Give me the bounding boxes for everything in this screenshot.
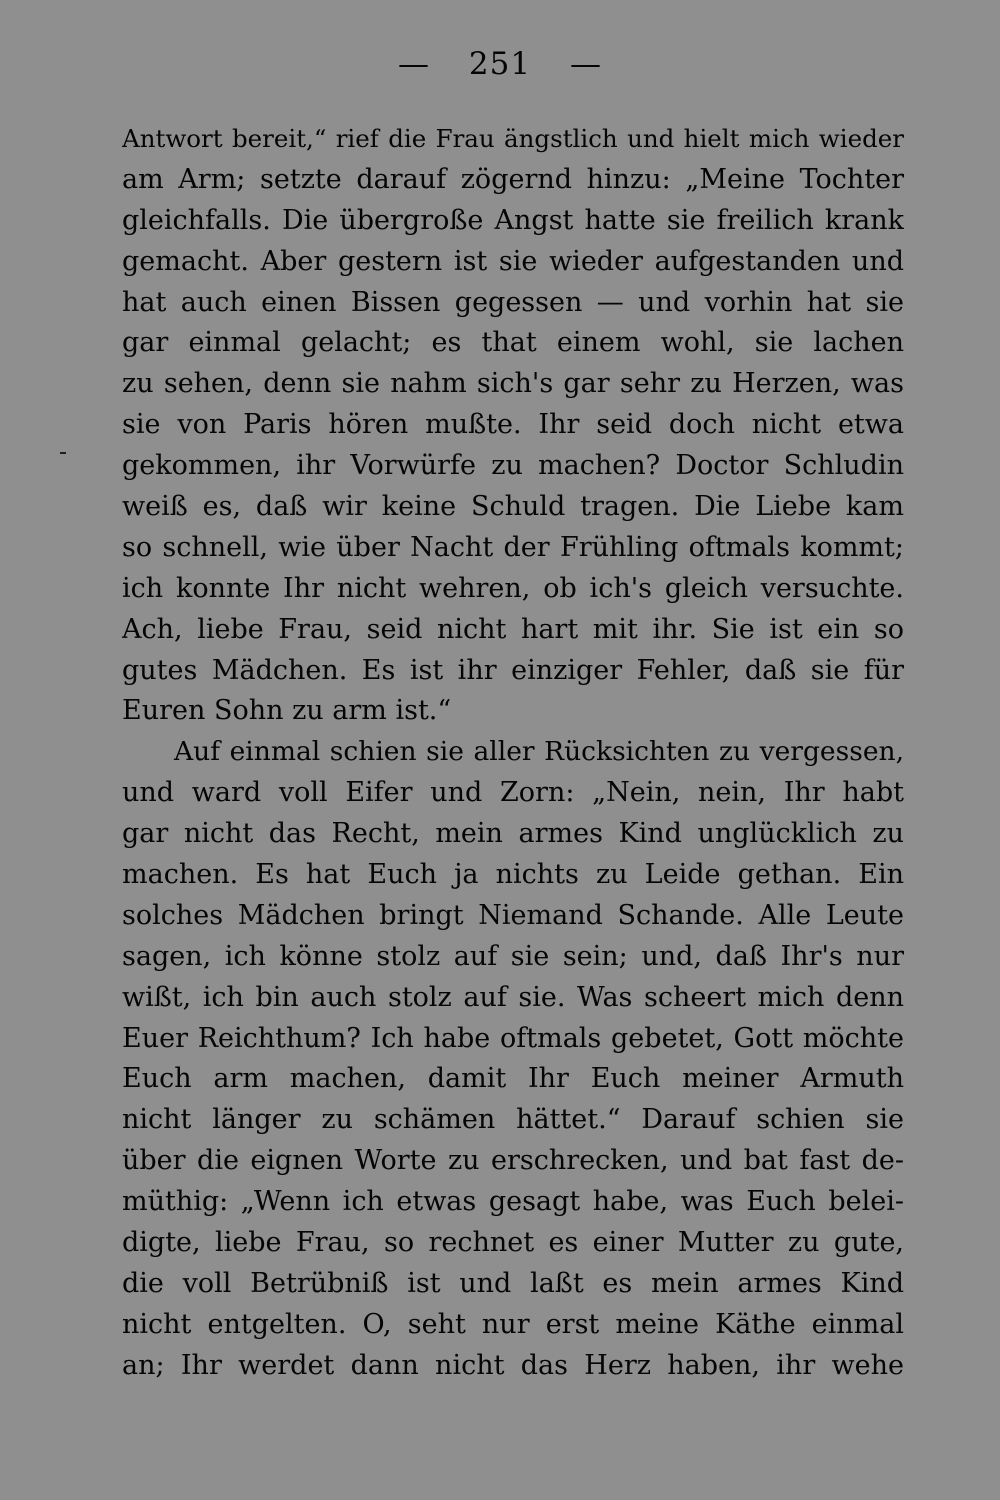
header-dash-right: — [569,46,602,82]
text-line: machen. Es hat Euch ja nichts zu Leide gethan. Ein [122,859,904,891]
text-line: nicht entgelten. O, seht nur erst meine Käthe einmal [122,1308,904,1340]
text-line: Euch arm machen, damit Ihr Euch meiner Armuth [122,1063,904,1095]
text-line: am Arm; setzte darauf zögernd hinzu: „Meine Tochter [122,163,904,195]
text-line: die voll Betrübniß ist und laßt es mein armes Kind [122,1267,904,1299]
text-line: an; Ihr werdet dann nicht das Herz haben, ihr wehe [122,1349,904,1381]
text-line: gutes Mädchen. Es ist ihr einziger Fehler, daß sie für [122,654,904,686]
text-line: Euren Sohn zu arm ist.“ [122,695,452,727]
text-line: Euer Reichthum? Ich habe oftmals gebetet, Gott möchte [122,1022,904,1054]
text-line: digte, liebe Frau, so rechnet es einer Mutter zu gute, [122,1227,904,1259]
text-line: sie von Paris hören mußte. Ihr seid doch nicht etwa [122,409,904,441]
text-line: gar einmal gelacht; es that einem wohl, sie lachen [122,327,904,359]
text-line: und ward voll Eifer und Zorn: „Nein, nein, Ihr habt [122,777,904,809]
text-line: gekommen, ihr Vorwürfe zu machen? Doctor Schludin [122,450,904,482]
text-line: wißt, ich bin auch stolz auf sie. Was scheert mich denn [122,981,904,1013]
margin-mark [60,452,66,454]
text-line: über die eignen Worte zu erschrecken, und bat fast de- [122,1145,904,1177]
text-line: müthig: „Wenn ich etwas gesagt habe, was Euch belei- [122,1186,904,1218]
text-line: ich konnte Ihr nicht wehren, ob ich's gleich versuchte. [122,572,904,604]
body-text [122,119,904,1387]
text-line: Auf einmal schien sie aller Rücksichten zu vergessen, [174,736,904,768]
text-line: weiß es, daß wir keine Schuld tragen. Die Liebe kam [122,491,904,523]
text-line: gar nicht das Recht, mein armes Kind unglücklich zu [122,818,904,850]
text-line: so schnell, wie über Nacht der Frühling oftmals kommt; [122,531,904,563]
text-line: solches Mädchen bringt Niemand Schande. Alle Leute [122,899,904,931]
text-line: gemacht. Aber gestern ist sie wieder aufgestanden und [122,245,904,277]
page-number: 251 [468,46,532,82]
header-dash-left: — [398,46,431,82]
text-line: zu sehen, denn sie nahm sich's gar sehr zu Herzen, was [122,368,904,400]
text-line: gleichfalls. Die übergroße Angst hatte sie freilich krank [122,204,904,236]
text-line: nicht länger zu schämen hättet.“ Darauf schien sie [122,1104,904,1136]
text-line: hat auch einen Bissen gegessen — und vorhin hat sie [122,286,904,318]
page-header [0,44,1000,84]
text-line: sagen, ich könne stolz auf sie sein; und, daß Ihr's nur [122,940,904,972]
text-line: Ach, liebe Frau, seid nicht hart mit ihr. Sie ist ein so [122,613,904,645]
text-line: Antwort bereit,“ rief die Frau ängstlich und hielt mich wieder [122,124,904,153]
